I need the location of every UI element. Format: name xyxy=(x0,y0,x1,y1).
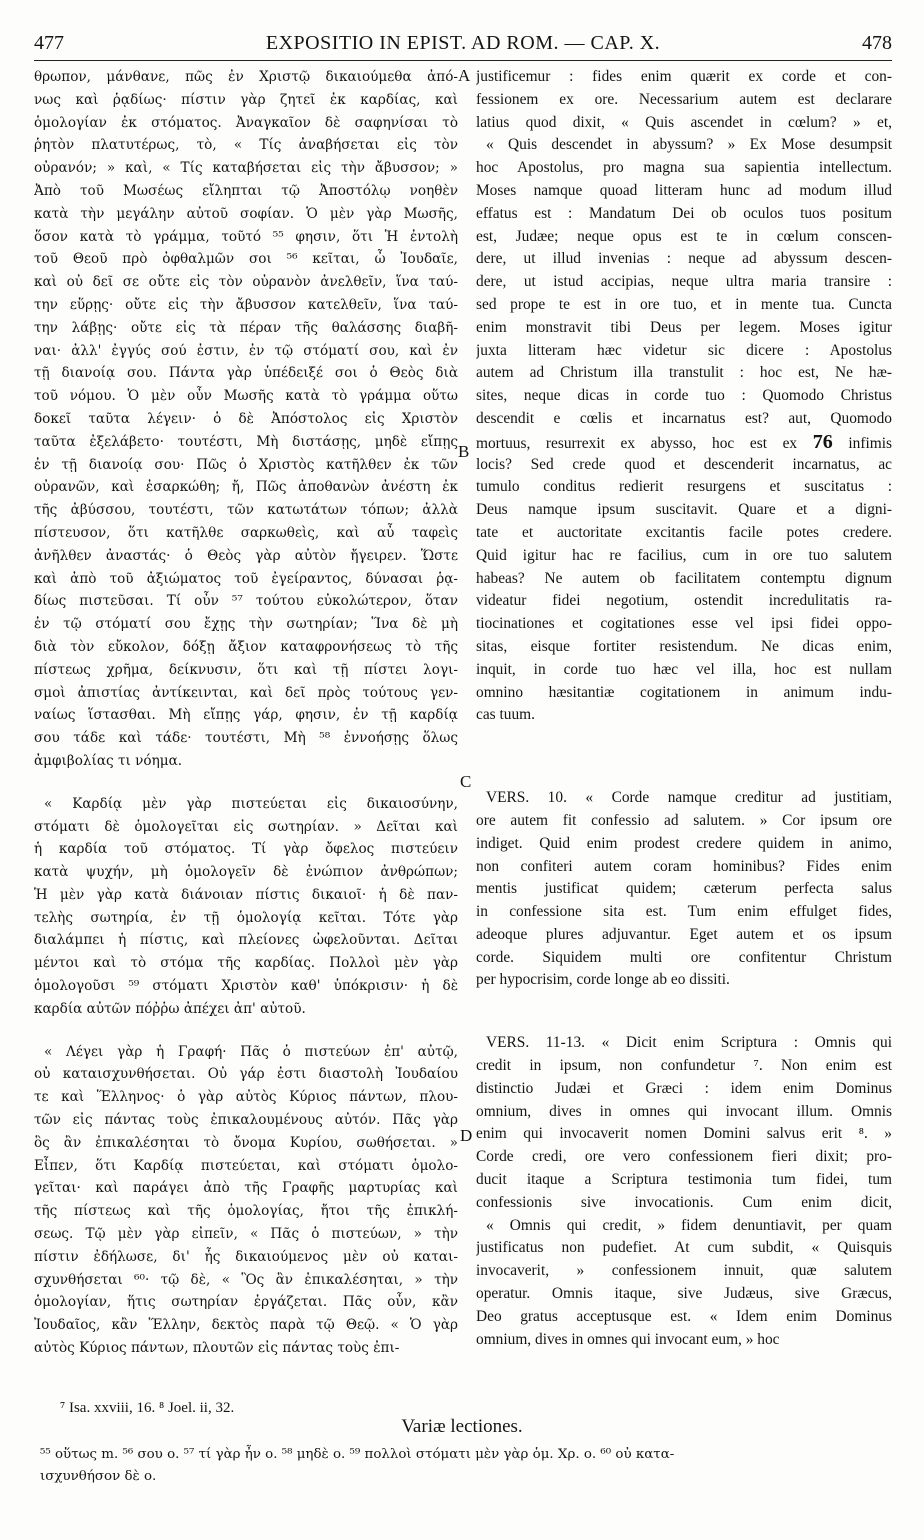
greek-text-line: κατὰ ψυχήν, μὴ ὁμολογεῖν δὲ ἐνώπιον ἀνθρώπων; xyxy=(34,864,458,881)
greek-text-line: « Λέγει γὰρ ἡ Γραφή· Πᾶς ὁ πιστεύων ἐπ' αὐτῷ, xyxy=(44,1043,458,1060)
latin-text-line: operatur. Omnis itaque, sive Judæus, sive Græcus, xyxy=(476,1285,892,1303)
latin-text-line: tiocinationes et cogitationes esse vel ipsi fidei oppo- xyxy=(476,615,892,633)
latin-text-line: invocaverit, » confessionem innuit, quæ salutem xyxy=(476,1262,892,1280)
greek-text-line: τῆς πίστεως καὶ τῆς ὁμολογίας, ἤτοι τῆς ἐπικλή- xyxy=(34,1203,458,1220)
latin-text-line: habeas? Ne autem ob facilitatem contemptu dignum xyxy=(476,569,892,587)
section-marker-b: B xyxy=(458,442,470,461)
latin-text-line: mortuus, resurrexit ex abysso, hoc est ex 76 infimis xyxy=(476,430,892,453)
paragraph-gap xyxy=(476,747,892,767)
column-number-marker: 76 xyxy=(812,430,833,453)
latin-text-line: Corde credi, ore vero confessionem fieri dixit; pro- xyxy=(476,1148,892,1166)
latin-text-line: dere, ut istud accipias, neque ultra maria transire : xyxy=(476,273,892,291)
greek-text-line: γεῖται· καὶ παράγει ἀπὸ τῆς Γραφῆς μαρτυρίας καὶ xyxy=(34,1180,458,1197)
variae-lectiones-heading: Variæ lectiones. xyxy=(401,1416,523,1437)
latin-text-line: non confiteri autem coram hominibus? Fides enim xyxy=(476,857,892,875)
section-marker-d: D xyxy=(460,1126,473,1145)
latin-text-line: Deus namque ipsum suscitavit. Quare et a digni- xyxy=(476,501,892,519)
variant-reading-line: ισχυνθήσον δὲ ο. xyxy=(40,1469,157,1484)
greek-text-line: οὐ καταισχυνθήσεται. Οὐ γάρ ἐστι διαστολὴ Ἰουδαίου xyxy=(34,1066,458,1083)
latin-text-line: corde. Siquidem multi ore confitentur Christum xyxy=(476,948,892,966)
greek-text-line: καὶ οὐ δεῖ σε οὔτε εἰς τὸν οὐρανὸν ἀνελθεῖν, ἵνα ταύ- xyxy=(34,274,458,291)
greek-text-line: θρωπον, μάνθανε, πῶς ἐν Χριστῷ δικαιούμεθα ἀπό- xyxy=(34,69,458,85)
paragraph-gap xyxy=(34,773,458,793)
page-number-right: 478 xyxy=(862,32,892,54)
greek-text-line: τῶν εἰς πάντας τοὺς ἐπικαλουμένους αὐτόν. Πᾶς γὰρ xyxy=(34,1112,458,1129)
latin-text-line: dere, ut illud invenias : neque ad abyssum descen- xyxy=(476,250,892,268)
greek-text-line: διὰ τὸν εὔκολον, δόξῃ ἄξιον καταφρονήσεως τὸ τῆς xyxy=(34,638,458,655)
scripture-references: ⁷ Isa. xxviii, 16. ⁸ Joel. ii, 32. xyxy=(60,1400,235,1416)
latin-column xyxy=(476,66,892,1351)
latin-text-line: adeoque plures adjuvantur. Eget autem et os ipsum xyxy=(476,925,892,943)
paragraph-gap xyxy=(476,992,892,1012)
paragraph-gap xyxy=(476,1012,892,1032)
greek-text-line: Ἀπὸ τοῦ Μωσέως εἴληπται τῷ Ἀποστόλῳ νοηθὲν xyxy=(34,182,458,199)
latin-text-line: tate et auctoritate excitantis facile potes credere. xyxy=(476,523,892,541)
greek-text-line: μέντοι καὶ τὸ στόμα τῆς καρδίας. Πολλοὶ μὲν γὰρ xyxy=(34,955,458,972)
latin-text-line: VERS. 10. « Corde namque creditur ad justitiam, xyxy=(486,789,892,807)
latin-text-line: omnino hæsitantiæ cogitationem in animum indu- xyxy=(476,683,892,701)
greek-text-line: ὁμολογίαν, ἥτις σωτηρίαν ἐργάζεται. Πᾶς οὖν, κἂν xyxy=(34,1294,458,1311)
latin-text-line: effatus est : Mandatum Dei ob oculos tuos positum xyxy=(476,204,892,222)
latin-text-line: justificemur : fides enim quærit ex corde et con- xyxy=(476,68,892,85)
latin-text-line: omnium, dives in omnes qui invocant eum, » hoc xyxy=(476,1330,780,1348)
latin-text-line: juxta litteram hæc videtur sic dicere : Apostolus xyxy=(476,341,892,359)
greek-text-line: πίστευσον, ὅτι κατῆλθε σαρκωθεὶς, καὶ αὖ ταφεὶς xyxy=(34,524,458,541)
greek-text-line: κατὰ τὴν μεγάλην αὐτοῦ σοφίαν. Ὁ μὲν γὰρ Μωσῆς, xyxy=(34,205,458,222)
greek-text-line: τε καὶ Ἕλληνος· ὁ γὰρ αὐτὸς Κύριος πάντων, πλου- xyxy=(34,1089,458,1106)
latin-text-line: confessionis sive invocationis. Cum enim dicit, xyxy=(476,1193,892,1211)
latin-text-line: inquit, in corde tuo hæc vel illa, hoc est nullam xyxy=(476,660,892,678)
greek-text-line: ἡ καρδία τοῦ στόματος. Τί γὰρ ὄφελος πιστεύειν xyxy=(34,841,458,858)
variae-lectiones xyxy=(40,1444,892,1488)
greek-text-line: ὅσον κατὰ τὸ γράμμα, τοῦτό ⁵⁵ φησιν, ὅτι Ἡ ἐντολὴ xyxy=(34,228,458,245)
latin-text-line: mentis justificat quidem; cæterum perfecta salus xyxy=(476,880,892,898)
latin-text-line: descendit e cœlis et incarnatus est? aut, Quomodo xyxy=(476,409,892,427)
greek-text-line: Ἡ μὲν γὰρ κατὰ διάνοιαν πίστις δικαιοῖ· ἡ δὲ παν- xyxy=(34,886,458,903)
latin-text-line: latius quod dixit, « Quis ascendet in cœlum? » et, xyxy=(476,113,892,131)
greek-text-line: σχυνθήσεται ⁶⁰· τῷ δὲ, « Ὃς ἂν ἐπικαλέσηται, » τὴν xyxy=(34,1271,458,1288)
latin-text-line: VERS. 11-13. « Dicit enim Scriptura : Omnis qui xyxy=(486,1034,892,1052)
latin-text-line: per hypocrisim, corde longe ab eo dissiti. xyxy=(476,971,730,989)
latin-text-line: in confessione sita est. Tum enim effulget fides, xyxy=(476,903,892,921)
greek-text-line: στόματι δὲ ὁμολογεῖται εἰς σωτηρίαν. » Δεῖται καὶ xyxy=(34,818,458,835)
latin-text-line: justificatus non pudefiet. At cum subdit, « Quisquis xyxy=(476,1239,892,1257)
greek-text-line: τοῦ Θεοῦ πρὸ ὀφθαλμῶν σοι ⁵⁶ κεῖται, ὦ Ἰουδαῖε, xyxy=(34,251,458,268)
latin-text-line: autem ad Christum illa transtulit : hoc est, Ne hæ- xyxy=(476,364,892,382)
latin-text-line: indiget. Quid enim prodest credere quidem in animo, xyxy=(476,834,892,852)
greek-text-line: ἐν τῇ διανοίᾳ σου· Πῶς ὁ Χριστὸς κατῆλθεν ἐκ τῶν xyxy=(34,456,458,473)
latin-text-line: tumulo conditus redierit resurgens et suscitatus : xyxy=(476,478,892,496)
greek-text-line: σου τάδε καὶ τάδε· τουτέστι, Μὴ ⁵⁸ ἐννοήσῃς ὅλως xyxy=(34,730,458,747)
latin-text-line: ore autem fit confessio ad salutem. » Cor ipsum ore xyxy=(476,811,892,829)
greek-text-line: καρδία αὐτῶν πόῤῥω ἀπέχει ἀπ' αὐτοῦ. xyxy=(34,1000,306,1017)
section-marker-c: C xyxy=(460,772,472,791)
greek-text-line: οὐρανῶν, καὶ ἐσαρκώθη; ἤ, Πῶς ἀποθανὼν ἀνέστη ἐκ xyxy=(34,479,458,496)
variant-reading-line: ⁵⁵ οὕτως m. ⁵⁶ σου ο. ⁵⁷ τί γὰρ ἦν ο. ⁵⁸ μηδὲ ο. ⁵⁹ πολλοὶ στόματι μὲν γὰρ ὁμ. Χρ. ο. ⁶⁰ οὐ κατα- xyxy=(40,1447,675,1462)
latin-text-line: videatur fidei negotium, ostendit incredulitatis ra- xyxy=(476,592,892,610)
greek-text-line: ἀμφιβολίας τι νόημα. xyxy=(34,752,183,769)
latin-text-line: sitas, eisque fortiter resistendum. Ne dicas enim, xyxy=(476,637,892,655)
latin-text-line: enim monstravit tibi Deus per legem. Moses igitur xyxy=(476,318,892,336)
greek-text-line: οὐρανόν; » καὶ, « Τίς καταβήσεται εἰς τὴν ἄβυσσον; » xyxy=(34,160,458,177)
latin-text-line: sed prope te est in ore tuo, et in mente tua. Cuncta xyxy=(476,295,892,313)
greek-text-line: ἐν τῷ στόματί σου ἔχῃς τὴν σωτηρίαν; Ἵνα δὲ μὴ xyxy=(34,616,458,633)
greek-text-line: δίως πιστεῦσαι. Τί οὖν ⁵⁷ τούτου εὐκολώτερον, ὅταν xyxy=(34,593,458,610)
latin-text-line: omnium, dives in omnes qui invocant illum. Omnis xyxy=(476,1102,892,1120)
greek-text-line: δοκεῖ ταῦτα λέγειν· ὁ δὲ Ἀπόστολος εἰς Χριστὸν xyxy=(34,410,458,427)
paragraph-gap xyxy=(34,1021,458,1041)
greek-text-line: καὶ ἀπὸ τοῦ ἀξιώματος τοῦ ἐγείραντος, δύνασαι ῥᾳ- xyxy=(34,570,458,587)
latin-text-line: distinctio Judæi et Græci : idem enim Dominus xyxy=(476,1079,892,1097)
greek-text-line: τῆς ἀβύσσου, τουτέστι, τῶν κατωτάτων τόπων; ἀλλὰ xyxy=(34,502,458,519)
latin-text-line: fessionem ex ore. Necessarium autem est declarare xyxy=(476,90,892,108)
page-number-left: 477 xyxy=(34,32,64,54)
greek-text-line: ναι· ἀλλ' ἐγγύς σού ἐστιν, ἐν τῷ στόματί σου, καὶ ἐν xyxy=(34,342,458,359)
greek-text-line: ταῦτα ἐξελάβετο· τουτέστι, Μὴ διστάσῃς, μηδὲ εἴπῃς xyxy=(34,433,458,450)
greek-text-line: τῇ διανοίᾳ σου. Πάντα γὰρ ὑπέδειξέ σοι ὁ Θεὸς διὰ xyxy=(34,365,458,382)
greek-text-line: τελὴς σωτηρία, ἐν τῇ ὁμολογίᾳ κεῖται. Τότε γὰρ xyxy=(34,909,458,926)
running-title: EXPOSITIO IN EPIST. AD ROM. — CAP. X. xyxy=(265,32,661,54)
greek-text-line: τοῦ νόμου. Ὁ μὲν οὖν Μωσῆς κατὰ τὸ γράμμα οὕτω xyxy=(34,388,458,405)
greek-text-line: σεως. Τῷ μὲν γὰρ εἰπεῖν, « Πᾶς ὁ πιστεύων, » τὴν xyxy=(34,1226,458,1243)
latin-text-line: « Quis descendet in abyssum? » Ex Mose desumpsit xyxy=(486,136,892,154)
greek-text-line: αὐτὸς Κύριος πάντων, πλουτῶν εἰς πάντας τοὺς ἐπι- xyxy=(34,1340,400,1357)
greek-text-line: την εὕρῃς· οὔτε εἰς τὴν ἄβυσσον κατελθεῖν, ἵνα ταύ- xyxy=(34,296,458,313)
greek-text-line: ὁμολογίαν ἐκ στόματος. Ἀναγκαῖον δὲ σαφηνίσαι τὸ xyxy=(34,114,458,131)
latin-text-line: « Omnis qui credit, » fidem denuntiavit, per quam xyxy=(486,1216,892,1234)
greek-text-line: την λάβῃς· οὔτε εἰς τὰ πέραν τῆς θαλάσσης διαβῆ- xyxy=(34,319,458,336)
latin-text-line: sites, neque dicas in corde tuo : Quomodo Christus xyxy=(476,387,892,405)
paragraph-gap xyxy=(476,767,892,787)
greek-text-line: ἀνῆλθεν ἀναστάς· ὁ Θεὸς γὰρ αὐτὸν ἤγειρεν. Ὥστε xyxy=(34,547,458,564)
greek-text-line: Ἰουδαῖος, κἂν Ἕλλην, δεκτὸς παρὰ τῷ Θεῷ. « Ὁ γὰρ xyxy=(34,1317,458,1334)
greek-text-line: ῥητὸν πλατυτέρως, τὸ, « Τίς ἀναβήσεται εἰς τὸν xyxy=(34,137,458,154)
greek-text-line: νως καὶ ῥᾳδίως· πίστιν γὰρ ζητεῖ ἐκ καρδίας, καὶ xyxy=(34,91,458,108)
latin-text-line: hoc Apostolus, pro magna sua sapientia intellectum. xyxy=(476,159,892,177)
latin-text-line: Quid igitur hac re facilius, cum in ore tuo salutem xyxy=(476,546,892,564)
latin-text-line: enim qui invocaverit nomen Domini salvus erit ⁸. » xyxy=(476,1125,892,1143)
latin-text-line: Deo gratus acceptusque est. « Idem enim Dominus xyxy=(476,1307,892,1325)
latin-text-line: ducit itaque a Scriptura testimonia tum fidei, tum xyxy=(476,1171,892,1189)
greek-text-line: ὃς ἂν ἐπικαλέσηται τὸ ὄνομα Κυρίου, σωθήσεται. » xyxy=(34,1134,458,1151)
running-header xyxy=(34,32,892,61)
latin-text-line: credit in ipsum, non confundetur ⁷. Non enim est xyxy=(476,1057,892,1075)
greek-text-line: σμοὶ ἀπιστίας ἀντίκεινται, καὶ δεῖ πρὸς τούτους γεν- xyxy=(34,684,458,701)
greek-text-line: πίστεως χρῆμα, δείκνυσιν, ὅτι καὶ τῇ πίστει λογι- xyxy=(34,661,458,678)
greek-column xyxy=(34,66,458,1360)
latin-text-line: est, Judæe; neque opus est te in cœlum conscen- xyxy=(476,227,892,245)
greek-text-line: πίστιν ἐδήλωσε, δι' ἧς δικαιούμενος μὲν οὐ καται- xyxy=(34,1248,458,1265)
greek-text-line: διαλάμπει ἡ πίστις, καὶ πλείονες ὠφελοῦνται. Δεῖται xyxy=(34,932,458,949)
latin-text-line: locis? Sed crede quod et descenderit incarnatus, ac xyxy=(476,455,892,473)
paragraph-gap xyxy=(476,727,892,747)
section-marker-a: A xyxy=(458,66,471,85)
greek-text-line: ὁμολογοῦσι ⁵⁹ στόματι Χριστὸν καθ' ὑπόκρισιν· ἡ δὲ xyxy=(34,978,458,995)
greek-text-line: ναίως ἵστασθαι. Μὴ εἴπῃς γάρ, φησιν, ἐν τῇ καρδίᾳ xyxy=(34,707,458,724)
greek-text-line: Εἶπεν, ὅτι Καρδίᾳ πιστεύεται, καὶ στόματι ὁμολο- xyxy=(34,1157,458,1174)
greek-text-line: « Καρδίᾳ μὲν γὰρ πιστεύεται εἰς δικαιοσύνην, xyxy=(44,795,458,812)
latin-text-line: cas tuum. xyxy=(476,706,535,724)
latin-text-line: Moses namque quoad litteram hunc ad modum illud xyxy=(476,181,892,199)
